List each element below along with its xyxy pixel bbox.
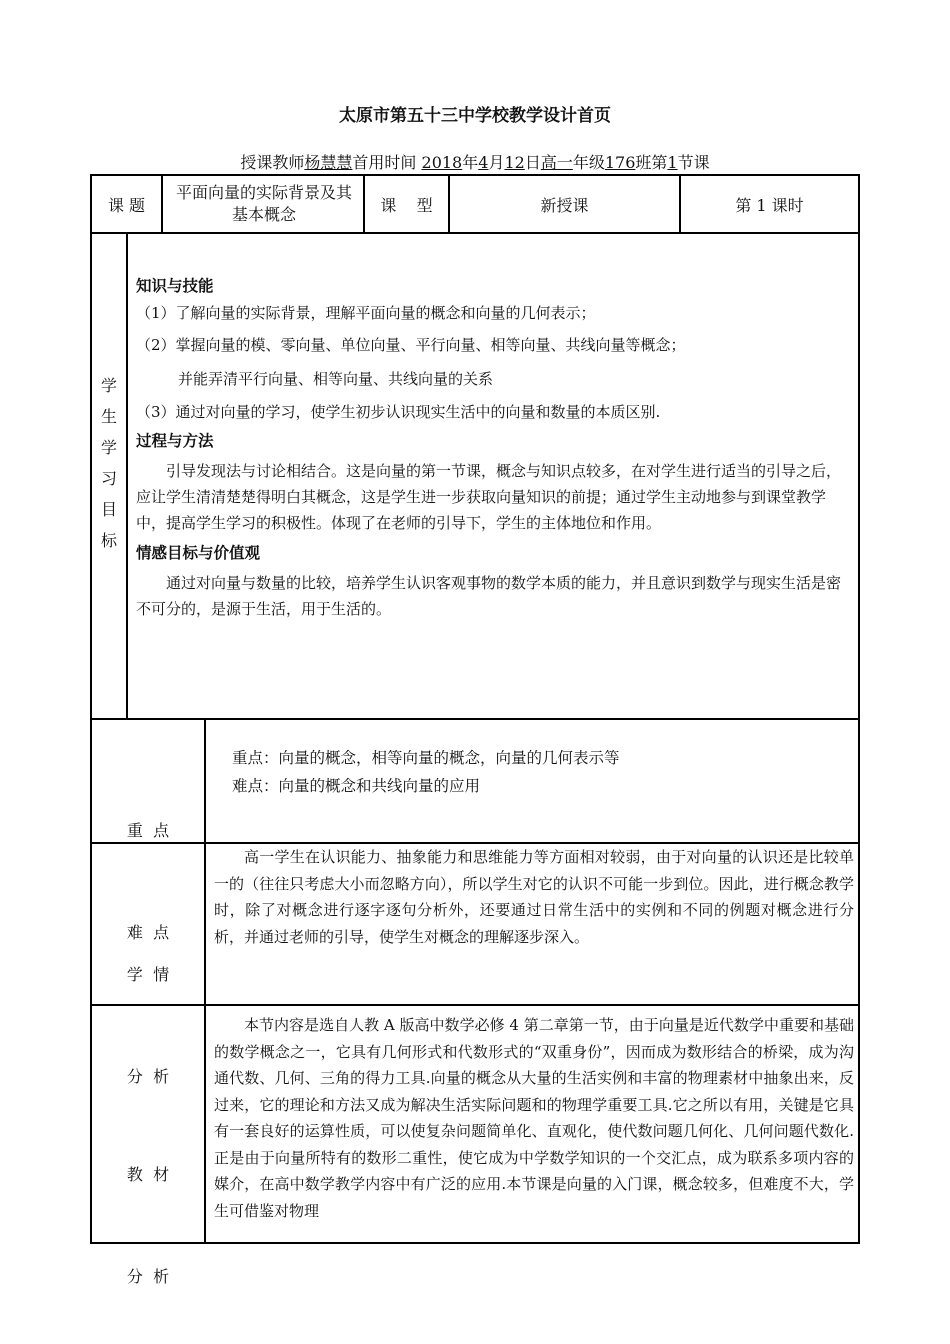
objectives-label-char: 习 (100, 469, 117, 488)
objectives-label-char: 学 (100, 438, 117, 457)
lesson-unit: 节课 (677, 153, 710, 172)
day-unit: 日 (524, 153, 541, 172)
difficult-point-text: 难点：向量的概念和共线向量的应用 (232, 777, 481, 795)
topic-label: 课 题 (107, 195, 146, 215)
emotion-heading: 情感目标与价值观 (136, 544, 261, 562)
month-value: 4 (478, 153, 489, 172)
grade-value: 高一 (540, 153, 573, 172)
time-label: 首用时间 (352, 153, 417, 172)
objectives-label-char: 标 (100, 531, 117, 550)
knowledge-item-3: （3）通过对向量的学习，使学生初步认识现实生活中的向量和数量的本质区别. (136, 403, 661, 421)
knowledge-heading: 知识与技能 (136, 277, 214, 295)
period-value: 第 1 课时 (735, 195, 804, 215)
topic-value: 平面向量的实际背景及其基本概念 (175, 183, 352, 224)
month-unit: 月 (488, 153, 505, 172)
difficult-label: 难 点 (126, 923, 170, 942)
class-unit: 班第 (635, 153, 668, 172)
type-value: 新授课 (540, 195, 589, 215)
teacher-name: 杨慧慧 (304, 153, 353, 172)
year-unit: 年 (462, 153, 479, 172)
objectives-label (92, 370, 126, 556)
document-title: 太原市第五十三中学校教学设计首页 (339, 106, 611, 126)
knowledge-item-2b: 并能弄清平行向量、相等向量、共线向量的关系 (178, 370, 494, 388)
grade-unit: 年级 (572, 153, 605, 172)
process-text: 引导发现法与讨论相结合。这是向量的第一节课，概念与知识点较多，在对学生进行适当的引导之后，应让学生清清楚楚得明白其概念，这是学生进一步获取向量知识的前提；通过学生主动地参与到课堂教学中，提高学生学习的积极性。体现了在老师的引导下，学生的主体地位和作用。 (136, 462, 842, 532)
emotion-text: 通过对向量与数量的比较，培养学生认识客观事物的数学本质的能力，并且意识到数学与现实生活是密不可分的，是源于生活，用于生活的。 (136, 574, 842, 618)
type-label: 课 型 (380, 195, 433, 215)
knowledge-item-2: （2）掌握向量的模、零向量、单位向量、平行向量、相等向量、共线向量等概念； (136, 336, 686, 354)
teacher-label: 授课教师 (240, 153, 305, 172)
material-analysis-text: 本节内容是选自人教 A 版高中数学必修 4 第二章第一节，由于向量是近代数学中重要和基础的数学概念之一，它具有几何形式和代数形式的“双重身份”，因而成为数形结合的桥梁，成为沟通代数、几何、三角的得力工具.向量的概念从大量的生活实例和丰富的物理素材中抽象出来，反过来，它的理论和方法又成为解决生活实际问题和的物理学重要工具.它之所以有用，关键是它具有一套良好的运算性质，可以使复杂问题简单化、直观化，使代数问题几何化、几何问题代数化.正是由于向量所特有的数形二重性，使它成为中学数学知识的一个交汇点，成为联系多项内容的媒介，在高中数学教学内容中有广泛的应用.本节课是向量的入门课，概念较多，但难度不大，学生可借鉴对物理 (214, 1016, 854, 1220)
key-points-content (232, 744, 852, 800)
knowledge-item-1: （1）了解向量的实际背景，理解平面向量的概念和向量的几何表示； (136, 304, 596, 322)
student-analysis-text: 高一学生在认识能力、抽象能力和思维能力等方面相对较弱，由于对向量的认识还是比较单一的（往往只考虑大小而忽略方向），所以学生对它的认识不可能一步到位。因此，进行概念教学时，除了对概念进行逐字逐句分析外，还要通过日常生活中的实例和不同的例题对概念进行分析，并通过老师的引导，使学生对概念的理解逐步深入。 (214, 848, 854, 946)
lesson-value: 1 (667, 153, 678, 172)
key-point-text: 重点：向量的概念，相等向量的概念，向量的几何表示等 (232, 749, 620, 767)
day-value: 12 (504, 153, 525, 172)
class-value: 176 (604, 153, 636, 172)
year-value: 2018 (421, 153, 463, 172)
objectives-content (136, 274, 854, 622)
student-analysis-label-1: 学 情 (126, 965, 170, 984)
material-analysis-label-1: 教 材 (126, 1165, 170, 1184)
objectives-label-char: 生 (100, 407, 117, 426)
material-analysis-label-2: 分 析 (126, 1267, 170, 1286)
lesson-info-line (0, 150, 950, 173)
student-analysis-label-2: 分 析 (126, 1067, 170, 1086)
objectives-label-char: 目 (100, 500, 117, 519)
process-heading: 过程与方法 (136, 432, 214, 450)
objectives-label-char: 学 (100, 376, 117, 395)
key-label: 重 点 (126, 821, 170, 840)
material-analysis-label (92, 1090, 204, 1328)
